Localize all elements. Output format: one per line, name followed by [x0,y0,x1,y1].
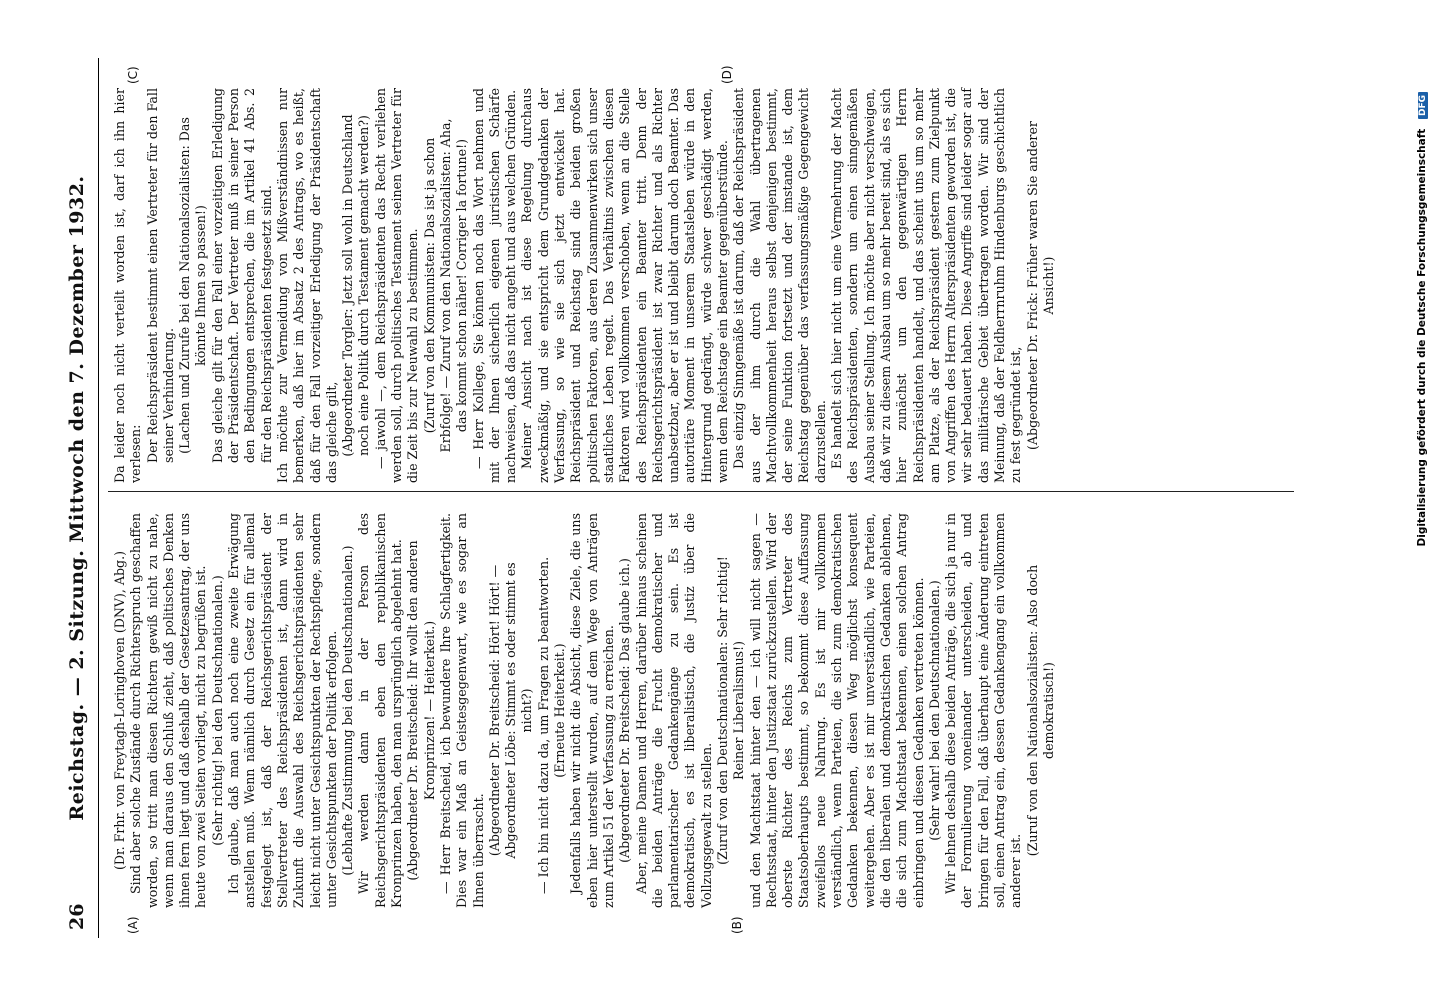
left-column [112,513,1057,908]
column-divider [108,491,1294,492]
speaker-line: (Dr. Frhr. von Freytagh-Loringhoven (DNV), Abg.) [112,550,127,871]
right-column [112,88,1057,483]
interjection: (Abgeordneter Dr. Breitscheid: Hört! Hört! — Abgeordneter Löbe: Stimmt es oder stimmt es nicht?) [486,562,535,859]
margin-mark-d: (D) [720,65,734,84]
footer-credit: Digitalisierung gefördert durch die Deutsche Forschungsgemeinschaft [1416,128,1428,547]
paragraph: Es handelt sich hier nicht um eine Vermehrung der Macht des Reichspräsidenten, sondern um einen sinngemäßen Ausbau seiner Stellung. Ich möchte aber nicht verschweigen, daß wir zu diesem Ausbau um so mehr bereit sind, als es sich hier zunächst um den gegenwärtigen Herrn Reichspräsidenten handelt, und das scheint uns um so mehr am Platze, als der Reichspräsident gestern zum Zielpunkt von Angriffen des Herrn Alterspräsidenten geworden ist, die wir sehr bedauert haben. Diese Angriffe sind leider sogar auf das militärische Gebiet übertragen worden. Wir sind der Meinung, daß der Feldherrnruhm Hindenburgs geschichtlich zu fest gegründet ist, [829,88,1024,483]
page-title: Reichstag. — 2. Sitzung. Mittwoch den 7. Dezember 1932. [66,175,88,821]
interjection: (Zuruf von den Kommunisten: Das ist ja schon Erbfolge! — Zuruf von den Nationalsozialisten: Aha, das kommt schon näher! Corriger la fortune!) [421,118,470,453]
page-header [62,58,99,938]
paragraph: Wir lehnen deshalb diese beiden Anträge, die sich ja nur in der Formulierung voneinander unterscheiden, ab und bringen für den Fall, daß überhaupt eine Änderung eintreten soll, einen Antrag ein, dessen Gedankengang ein vollkommen anderer ist. [943,513,1024,908]
interjection: (Abgeordneter Torgler: Jetzt soll wohl in Deutschland noch eine Politik durch Testament gemacht werden?) [340,114,372,457]
paragraph: Wir werden dann in der Person des Reichsgerichtspräsidenten eben den republikanischen Kronprinzen haben, den man ursprünglich abgelehnt hat. [356,513,405,908]
paragraph: Da leider noch nicht verteilt worden ist, darf ich ihn hier verlesen: [112,88,144,483]
paragraph: — jawohl —, dem Reichspräsidenten das Recht verliehen werden soll, durch politisches Testament seinen Vertreter für die Zeit bis zur Neuwahl zu bestimmen. [372,88,421,483]
margin-mark-c: (C) [126,66,140,84]
paragraph: Das einzig Sinngemäße ist darum, daß der Reichspräsident aus der ihm durch die Wahl übertragenen Machtvollkommenheit heraus selbst denjenigen bestimmt, der seine Funktion fortsetzt und der imstande ist, dem Reichstag gegenüber das verfassungsmäßige Gegengewicht darzustellen. [731,88,828,483]
quoted-motion: Das gleiche gilt für den Fall einer vorzeitigen Erledigung der Präsidentschaft. Der Vertreter muß in seiner Person den Bedingungen entsprechen, die im Artikel 41 Abs. 2 für den Reichspräsidenten festgesetzt sind. [209,88,274,463]
interjection: (Erneute Heiterkeit.) [552,643,568,778]
interjection: (Abgeordneter Dr. Frick: Früher waren Sie anderer Ansicht!) [1024,121,1056,450]
paragraph: Sind aber solche Zustände durch Richterspruch geschaffen worden, so tritt man diesen Richtern gewiß nicht zu nahe, wenn man daraus den Schluß zieht, daß politisches Denken ihnen fern liegt und daß deshalb der Gesetzesantrag, der uns heute von zwei Seiten vorliegt, nicht zu begrüßen ist. [128,513,209,908]
paragraph: Ich glaube, daß man auch noch eine zweite Erwägung anstellen muß. Wenn nämlich durch Gesetz ein für allemal festgelegt ist, daß der Reichsgerichtspräsident der Stellvertreter des Reichspräsidenten ist, dann wird in Zukunft die Auswahl des Reichsgerichtspräsidenten sehr leicht nicht unter Gesichtspunkten der Rechtspflege, sondern unter Gesichtspunkten der Politik erfolgen. [226,513,339,908]
paragraph: Ich möchte zur Vermeidung von Mißverständnissen nur bemerken, daß hier im Absatz 2 des Antrags, wo es heißt, daß für den Fall vorzeitiger Erledigung der Präsidentschaft das gleiche gilt, [274,88,339,483]
paragraph: Aber, meine Damen und Herren, darüber hinaus scheinen die beiden Anträge die Frucht demokratischer und parlamentarischer Gedankengänge zu sein. Es ist demokratisch, es ist liberalistisch, die Justiz über die Vollzugsgewalt zu stellen. [633,513,714,908]
paragraph: — Ich bin nicht dazu da, um Fragen zu beantworten. [535,556,551,894]
paragraph: — Herr Kollege, Sie können noch das Wort nehmen und mit der Ihnen sicherlich eigenen juristischen Schärfe nachweisen, daß das nicht angeht und aus welchen Gründen. [470,88,519,483]
interjection: (Zuruf von den Nationalsozialisten: Also doch demokratisch!) [1024,564,1056,857]
paragraph: — Herr Breitscheid, ich bewundere Ihre Schlagfertigkeit. Dies war ein Maß an Geistesgegenwart, wie es sogar an Ihnen überrascht. [437,513,486,908]
digitization-footer [1412,6,1434,996]
margin-mark-a: (A) [126,916,140,934]
paragraph: und den Machtstaat hinter den — ich will nicht sagen — Rechtsstaat, hinter den Justizstaat zurückzustellen. Wird der oberste Richter des Reichs zum Vertreter des Staatsoberhaupts bestimmt, so bekommt diese Auffassung zweifellos neue Nahrung. Es ist mir vollkommen verständlich, wenn Parteien, die sich zum demokratischen Gedanken bekennen, diesen Weg möglichst konsequent weitergehen. Aber es ist mir unverständlich, wie Parteien, die den liberalen und demokratischen Gedanken ablehnen, die sich zum Machtstaat bekennen, einen solchen Antrag einbringen und diesen Gedanken vertreten können. [747,513,926,908]
interjection: (Sehr wahr! bei den Deutschnationalen.) [926,580,942,841]
interjection: (Lebhafte Zustimmung bei den Deutschnationalen.) [340,545,356,876]
interjection: (Abgeordneter Dr. Breitscheid: Ihr wollt den anderen Kronprinzen! — Heiterkeit.) [405,540,437,881]
paragraph: Jedenfalls haben wir nicht die Absicht, diese Ziele, die uns eben hier unterstellt wurden, auf dem Wege von Anträgen zum Artikel 51 der Verfassung zu erreichen. [568,513,616,908]
interjection: (Sehr richtig! bei den Deutschnationalen.) [209,575,225,846]
margin-mark-b: (B) [730,916,744,934]
page-number: 26 [66,903,88,930]
dfg-logo: DFG [1418,92,1428,119]
quoted-motion: Der Reichspräsident bestimmt einen Vertreter für den Fall seiner Verhinderung. [144,88,176,463]
interjection: (Zuruf von den Deutschnationalen: Sehr richtig! Reiner Liberalismus!) [714,556,747,865]
interjection: (Abgeordneter Dr. Breitscheid: Das glaube ich.) [617,558,633,863]
interjection: (Lachen und Zurufe bei den Nationalsozialisten: Das könnte Ihnen so passen!) [177,117,209,454]
paragraph: Meiner Ansicht nach ist diese Regelung durchaus zweckmäßig, und sie entspricht dem Grundgedanken der Verfassung, so wie sie sich jetzt entwickelt hat. Reichspräsident und Reichstag sind die beiden großen politischen Faktoren, aus deren Zusammenwirken sich unser staatliches Leben regelt. Das Verhältnis zwischen diesen Faktoren wird vollkommen verschoben, wenn an die Stelle des Reichspräsidenten ein Beamter tritt. Denn der Reichsgerichtspräsident ist zwar Richter und als Richter unabsetzbar, aber er ist und bleibt darum doch Beamter. Das autoritäre Moment in unserem Staatsleben würde in den Hintergrund gedrängt, würde schwer geschädigt werden, wenn dem Reichstage ein Beamter gegenüberstünde. [519,88,730,483]
